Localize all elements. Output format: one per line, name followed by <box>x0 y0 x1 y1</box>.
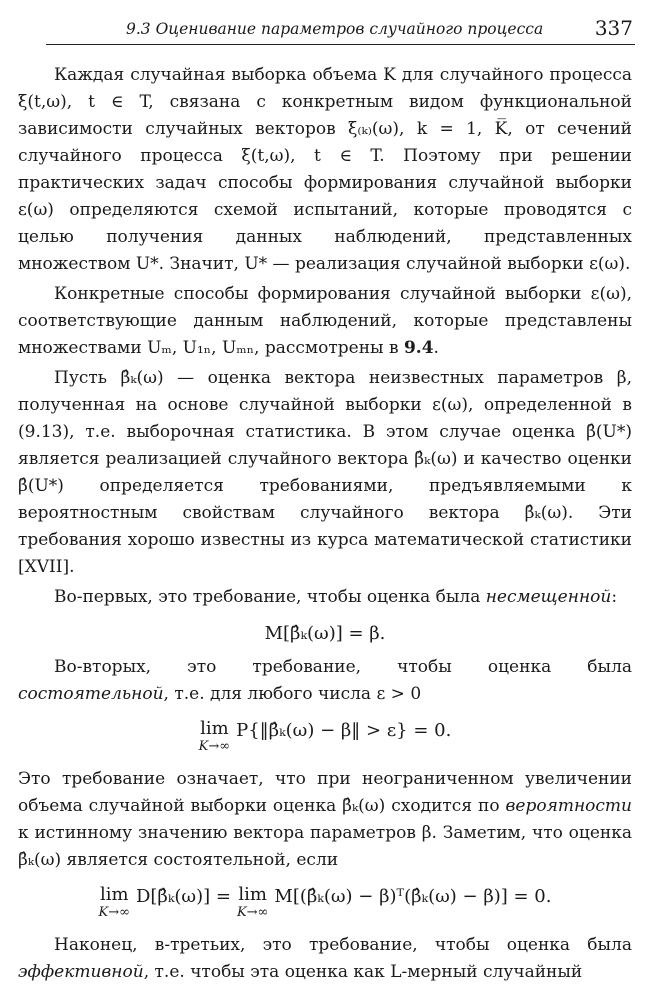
limit-subscript: K→∞ <box>198 739 231 754</box>
limit-subscript-1: K→∞ <box>98 905 130 920</box>
equation-variance-lhs: D[β̂ₖ(ω)] = <box>135 886 231 907</box>
paragraph-7-text: Наконец, в-третьих, это требование, чтобы оценка была <box>54 935 632 955</box>
equation-variance-rhs: M[(β̂ₖ(ω) − β)ᵀ(β̂ₖ(ω) − β)] = 0. <box>274 886 552 907</box>
paragraph-5-end: , т.е. для любого числа ε > 0 <box>163 684 422 704</box>
paragraph-7-text-b: , т.е. чтобы эта оценка как L-мерный случайный <box>143 962 583 982</box>
running-header <box>46 14 635 45</box>
paragraph-6-text: Это требование означает, что при неограниченном увеличении объема случайной выборки оценка β̂ₖ(ω) сходится по <box>18 769 632 816</box>
paragraph-5-text: Во-вторых, это требование, чтобы оценка была <box>54 657 632 677</box>
paragraph-4-end: : <box>611 587 618 607</box>
term-probability: вероятности <box>505 796 632 816</box>
paragraph-5 <box>18 654 632 708</box>
equation-variance <box>18 886 632 922</box>
paragraph-2-text: Конкретные способы формирования случайной выборки ε(ω), соответствующие данным наблюдений, которые представлены множествами Uₘ, U₁ₙ, Uₘₙ, рассмотрены в <box>18 284 632 358</box>
limit-operator <box>199 720 230 756</box>
equation-consistency-body: P{‖β̂ₖ(ω) − β‖ > ε} = 0. <box>236 720 452 741</box>
paragraph-1: Каждая случайная выборка объема K для случайного процесса ξ(t,ω), t ∈ T, связана с конкретным видом функциональной зависимости случайных векторов ξ₍ₖ₎(ω), k = 1, K̅, от сечений случайного процесса ξ(t,ω), t ∈ T. Поэтому при решении практических задач способы формирования случайной выборки ε(ω) определяются схемой испытаний, которые проводятся с целью получения данных наблюдений, представленных множеством U*. Значит, U* — реализация случайной выборки ε(ω). <box>18 65 632 274</box>
equation-unbiased: M[β̂ₖ(ω)] = β. <box>264 623 386 644</box>
term-unbiased: несмещенной <box>485 587 612 607</box>
page-number: 337 <box>594 16 633 40</box>
paragraph-6-text-b: к истинному значению вектора параметров β. Заметим, что оценка β̂ₖ(ω) является состоятельной, если <box>18 823 632 870</box>
section-reference: 9.4 <box>403 338 434 358</box>
limit-label-2: lim <box>238 884 267 905</box>
limit-label-1: lim <box>99 884 129 905</box>
section-title: 9.3 Оценивание параметров случайного процесса <box>126 20 544 38</box>
term-consistent: состоятельной <box>18 684 164 704</box>
paragraph-7 <box>18 932 632 986</box>
paragraph-2-end: . <box>433 338 439 358</box>
limit-label: lim <box>200 718 229 739</box>
limit-operator-1 <box>99 886 130 922</box>
paragraph-6 <box>18 766 632 874</box>
page-body <box>18 62 632 986</box>
paragraph-2 <box>18 281 632 362</box>
equation-consistency <box>18 720 632 756</box>
term-efficient: эффективной <box>18 962 144 982</box>
paragraph-4-text: Во-первых, это требование, чтобы оценка была <box>54 587 486 607</box>
paragraph-4 <box>18 584 632 611</box>
limit-operator-2 <box>237 886 268 922</box>
limit-subscript-2: K→∞ <box>236 905 269 920</box>
paragraph-3: Пусть β̂ₖ(ω) — оценка вектора неизвестных параметров β, полученная на основе случайной выборки ε(ω), определенной в (9.13), т.е. выборочная статистика. В этом случае оценка β̂(U*) является реализацией случайного вектора β̂ₖ(ω) и качество оценки β̂(U*) определяется требованиями, предъявляемыми к вероятностным свойствам случайного вектора β̂ₖ(ω). Эти требования хорошо известны из курса математической статистики [XVII]. <box>18 368 632 577</box>
